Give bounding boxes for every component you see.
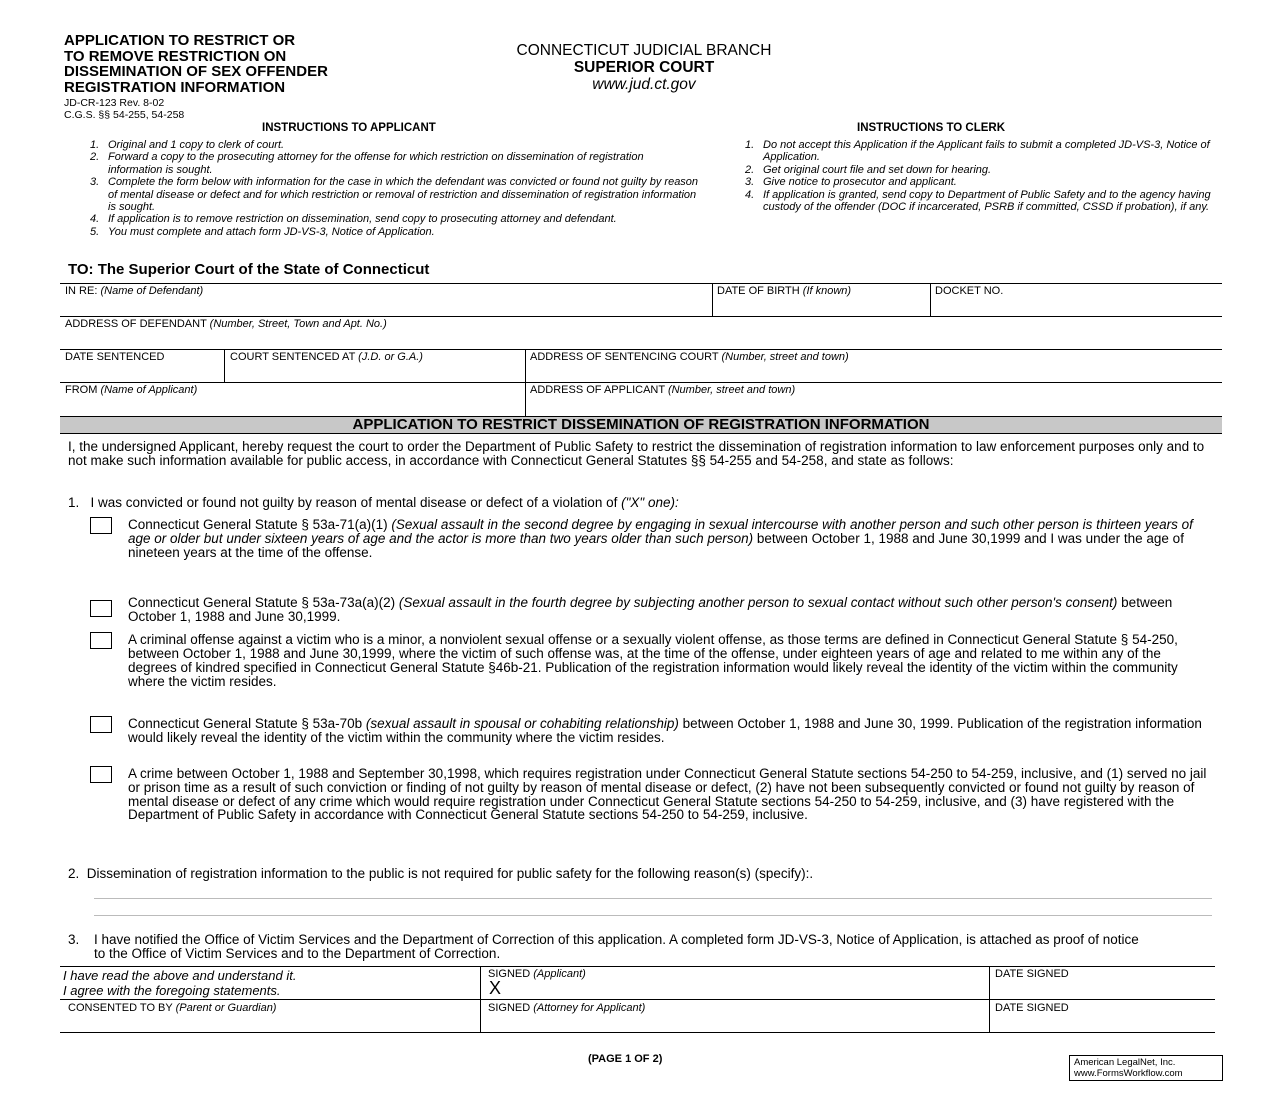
divider (989, 966, 990, 1032)
item-3: 3. I have notified the Office of Victim Services and the Department of Correction of this application. A completed form JD-VS-3, Notice of Application, is attached as proof of notice to the Office of Victim Services and to the Department of Correction. (68, 932, 1139, 961)
divider (930, 283, 931, 316)
court-sentenced-field[interactable]: COURT SENTENCED AT (J.D. or G.A.) (230, 351, 423, 363)
option-registration-crime: A crime between October 1, 1988 and September 30,1998, which requires registration under Connecticut General Statute sections 54-250 to 54-259, inclusive, and (1) served no jail or prison time as a result of such conviction or finding of not guilty by reason of mental disease or defect, (2) have not been subsequently convicted or found not guilty by reason of mental disease or defect of any crime which would require registration under Connecticut General Statute sections 54-250 to 54-259, inclusive, and (3) have registered with the Department of Public Safety in accordance with Connecticut General Statute sections 54-250 to 54-259, inclusive. (128, 766, 1207, 823)
instructions-applicant-list (90, 139, 700, 238)
date-signed-attorney-field[interactable]: DATE SIGNED (995, 1002, 1069, 1014)
divider (480, 966, 481, 1032)
list-item: 3. Give notice to prosecutor and applicant. (745, 176, 957, 189)
date-of-birth-field[interactable]: DATE OF BIRTH (If known) (717, 285, 852, 297)
instructions-clerk-list (745, 139, 1215, 213)
date-signed-field[interactable]: DATE SIGNED (995, 968, 1069, 980)
divider (60, 283, 1222, 284)
list-item: 1. Do not accept this Application if the Applicant fails to submit a completed JD-VS-3, Notice of Application. (745, 139, 1210, 164)
option-checkbox-minor-victim[interactable] (90, 632, 112, 649)
date-sentenced-field[interactable]: DATE SENTENCED (65, 351, 165, 363)
option-checkbox-registration-crime[interactable] (90, 766, 112, 783)
attorney-signature-field[interactable]: SIGNED (Attorney for Applicant) (488, 1002, 646, 1014)
option-checkbox-53a-71[interactable] (90, 517, 112, 534)
divider (224, 349, 225, 382)
divider (712, 283, 713, 316)
applicant-signature-field[interactable]: SIGNED (Applicant) (488, 968, 586, 980)
reason-line[interactable] (94, 915, 1212, 916)
section-title: APPLICATION TO RESTRICT DISSEMINATION OF REGISTRATION INFORMATION (60, 416, 1222, 434)
reason-line[interactable] (94, 898, 1212, 899)
form-number: JD-CR-123 Rev. 8-02 (64, 97, 165, 109)
docket-number-field[interactable]: DOCKET NO. (935, 285, 1004, 297)
item-2: 2. Dissemination of registration information to the public is not required for public safety for the following reason(s) (specify):. (68, 866, 814, 881)
option-checkbox-53a-73a[interactable] (90, 600, 112, 617)
x-mark: X (489, 978, 502, 998)
form-title: APPLICATION TO RESTRICT OR TO REMOVE RESTRICTION ON DISSEMINATION OF SEX OFFENDER REGISTRATION INFORMATION (64, 32, 328, 96)
court-website: www.jud.ct.gov (592, 76, 696, 93)
list-item: 2. Get original court file and set down for hearing. (745, 163, 992, 176)
option-minor-victim: A criminal offense against a victim who is a minor, a nonviolent sexual offense or a sexually violent offense, as those terms are defined in Connecticut General Statute § 54-250, between October 1, 1988 and June 30,1999, where the victim of such offense was, at the time of the offense, under eighteen years of age and related to me within any of the degrees of kindred specified in Connecticut General Statute §46b-21. Publication of the registration information would likely reveal the identity of the victim within the community where the victim resides. (128, 632, 1178, 689)
list-item: 2. Forward a copy to the prosecuting attorney for the offense for which restriction on dissemination of registration information is sought. (90, 151, 644, 176)
list-item: 4. If application is granted, send copy to Department of Public Safety and to the agency having custody of the offender (DOC if incarcerated, PSRB if committed, CSSD if probation), if any. (745, 188, 1211, 214)
intro-paragraph: I, the undersigned Applicant, hereby request the court to order the Department of Public Safety to restrict the dissemination of registration information to law enforcement purposes only and to not make such information available for public access, in accordance with Connecticut General Statutes §§ 54-255 and 54-258, and state as follows: (68, 439, 1205, 468)
instructions-clerk-heading: INSTRUCTIONS TO CLERK (857, 122, 1006, 134)
list-item: 5. You must complete and attach form JD-VS-3, Notice of Application. (90, 225, 435, 238)
option-53a-70b: Connecticut General Statute § 53a-70b (sexual assault in spousal or cohabiting relationship) between October 1, 1988 and June 30, 1999. Publication of the registration information would likely reveal the identity of the victim within the community where the victim resides. (128, 716, 1202, 745)
list-item: 1. Original and 1 copy to clerk of court. (90, 139, 285, 151)
acknowledgement: I have read the above and understand it. I agree with the foregoing statements. (63, 968, 297, 998)
divider (60, 966, 1215, 967)
list-item: 3. Complete the form below with information for the case in which the defendant was convicted or found not guilty by reason of mental disease or defect and for which restriction or removal of restriction and dissemination of registration information is sought. (90, 176, 699, 214)
sentencing-court-address-field[interactable]: ADDRESS OF SENTENCING COURT (Number, street and town) (530, 351, 849, 363)
instructions-applicant-heading: INSTRUCTIONS TO APPLICANT (262, 122, 436, 134)
applicant-name-field[interactable]: FROM (Name of Applicant) (65, 384, 198, 396)
page-number: (PAGE 1 OF 2) (588, 1053, 663, 1065)
vendor-box: American LegalNet, Inc. www.FormsWorkflow.com (1069, 1055, 1223, 1081)
option-53a-73a: Connecticut General Statute § 53a-73a(a)(2) (Sexual assault in the fourth degree by subjecting another person to sexual contact without such other person's consent) between October 1, 1988 and June 30,1999. (128, 595, 1173, 624)
applicant-address-field[interactable]: ADDRESS OF APPLICANT (Number, street and town) (530, 384, 796, 396)
divider (525, 349, 526, 416)
item-1: 1. I was convicted or found not guilty by reason of mental disease or defect of a violation of ("X" one): (68, 495, 679, 510)
form-statutes: C.G.S. §§ 54-255, 54-258 (64, 109, 185, 121)
divider (60, 1032, 1215, 1033)
defendant-name-field[interactable]: IN RE: (Name of Defendant) (65, 285, 204, 297)
branch-name: CONNECTICUT JUDICIAL BRANCH (516, 42, 772, 59)
divider (60, 349, 1222, 350)
divider (60, 999, 1215, 1000)
court-name: SUPERIOR COURT (573, 59, 715, 76)
defendant-address-field[interactable]: ADDRESS OF DEFENDANT (Number, Street, Town and Apt. No.) (65, 318, 387, 330)
list-item: 4. If application is to remove restriction on dissemination, send copy to prosecuting attorney and defendant. (90, 213, 617, 226)
divider (60, 382, 1222, 383)
option-53a-71: Connecticut General Statute § 53a-71(a)(1) (Sexual assault in the second degree by engaging in sexual intercourse with another person and such other person is thirteen years of age or older but under sixteen years of age and the actor is more than two years older than such person) between October 1, 1988 and June 30,1999 and I was under the age of nineteen years at the time of the offense. (128, 517, 1193, 560)
divider (60, 316, 1222, 317)
consent-field[interactable]: CONSENTED TO BY (Parent or Guardian) (68, 1002, 277, 1014)
addressee-line: TO: The Superior Court of the State of Connecticut (68, 261, 430, 278)
option-checkbox-53a-70b[interactable] (90, 716, 112, 733)
